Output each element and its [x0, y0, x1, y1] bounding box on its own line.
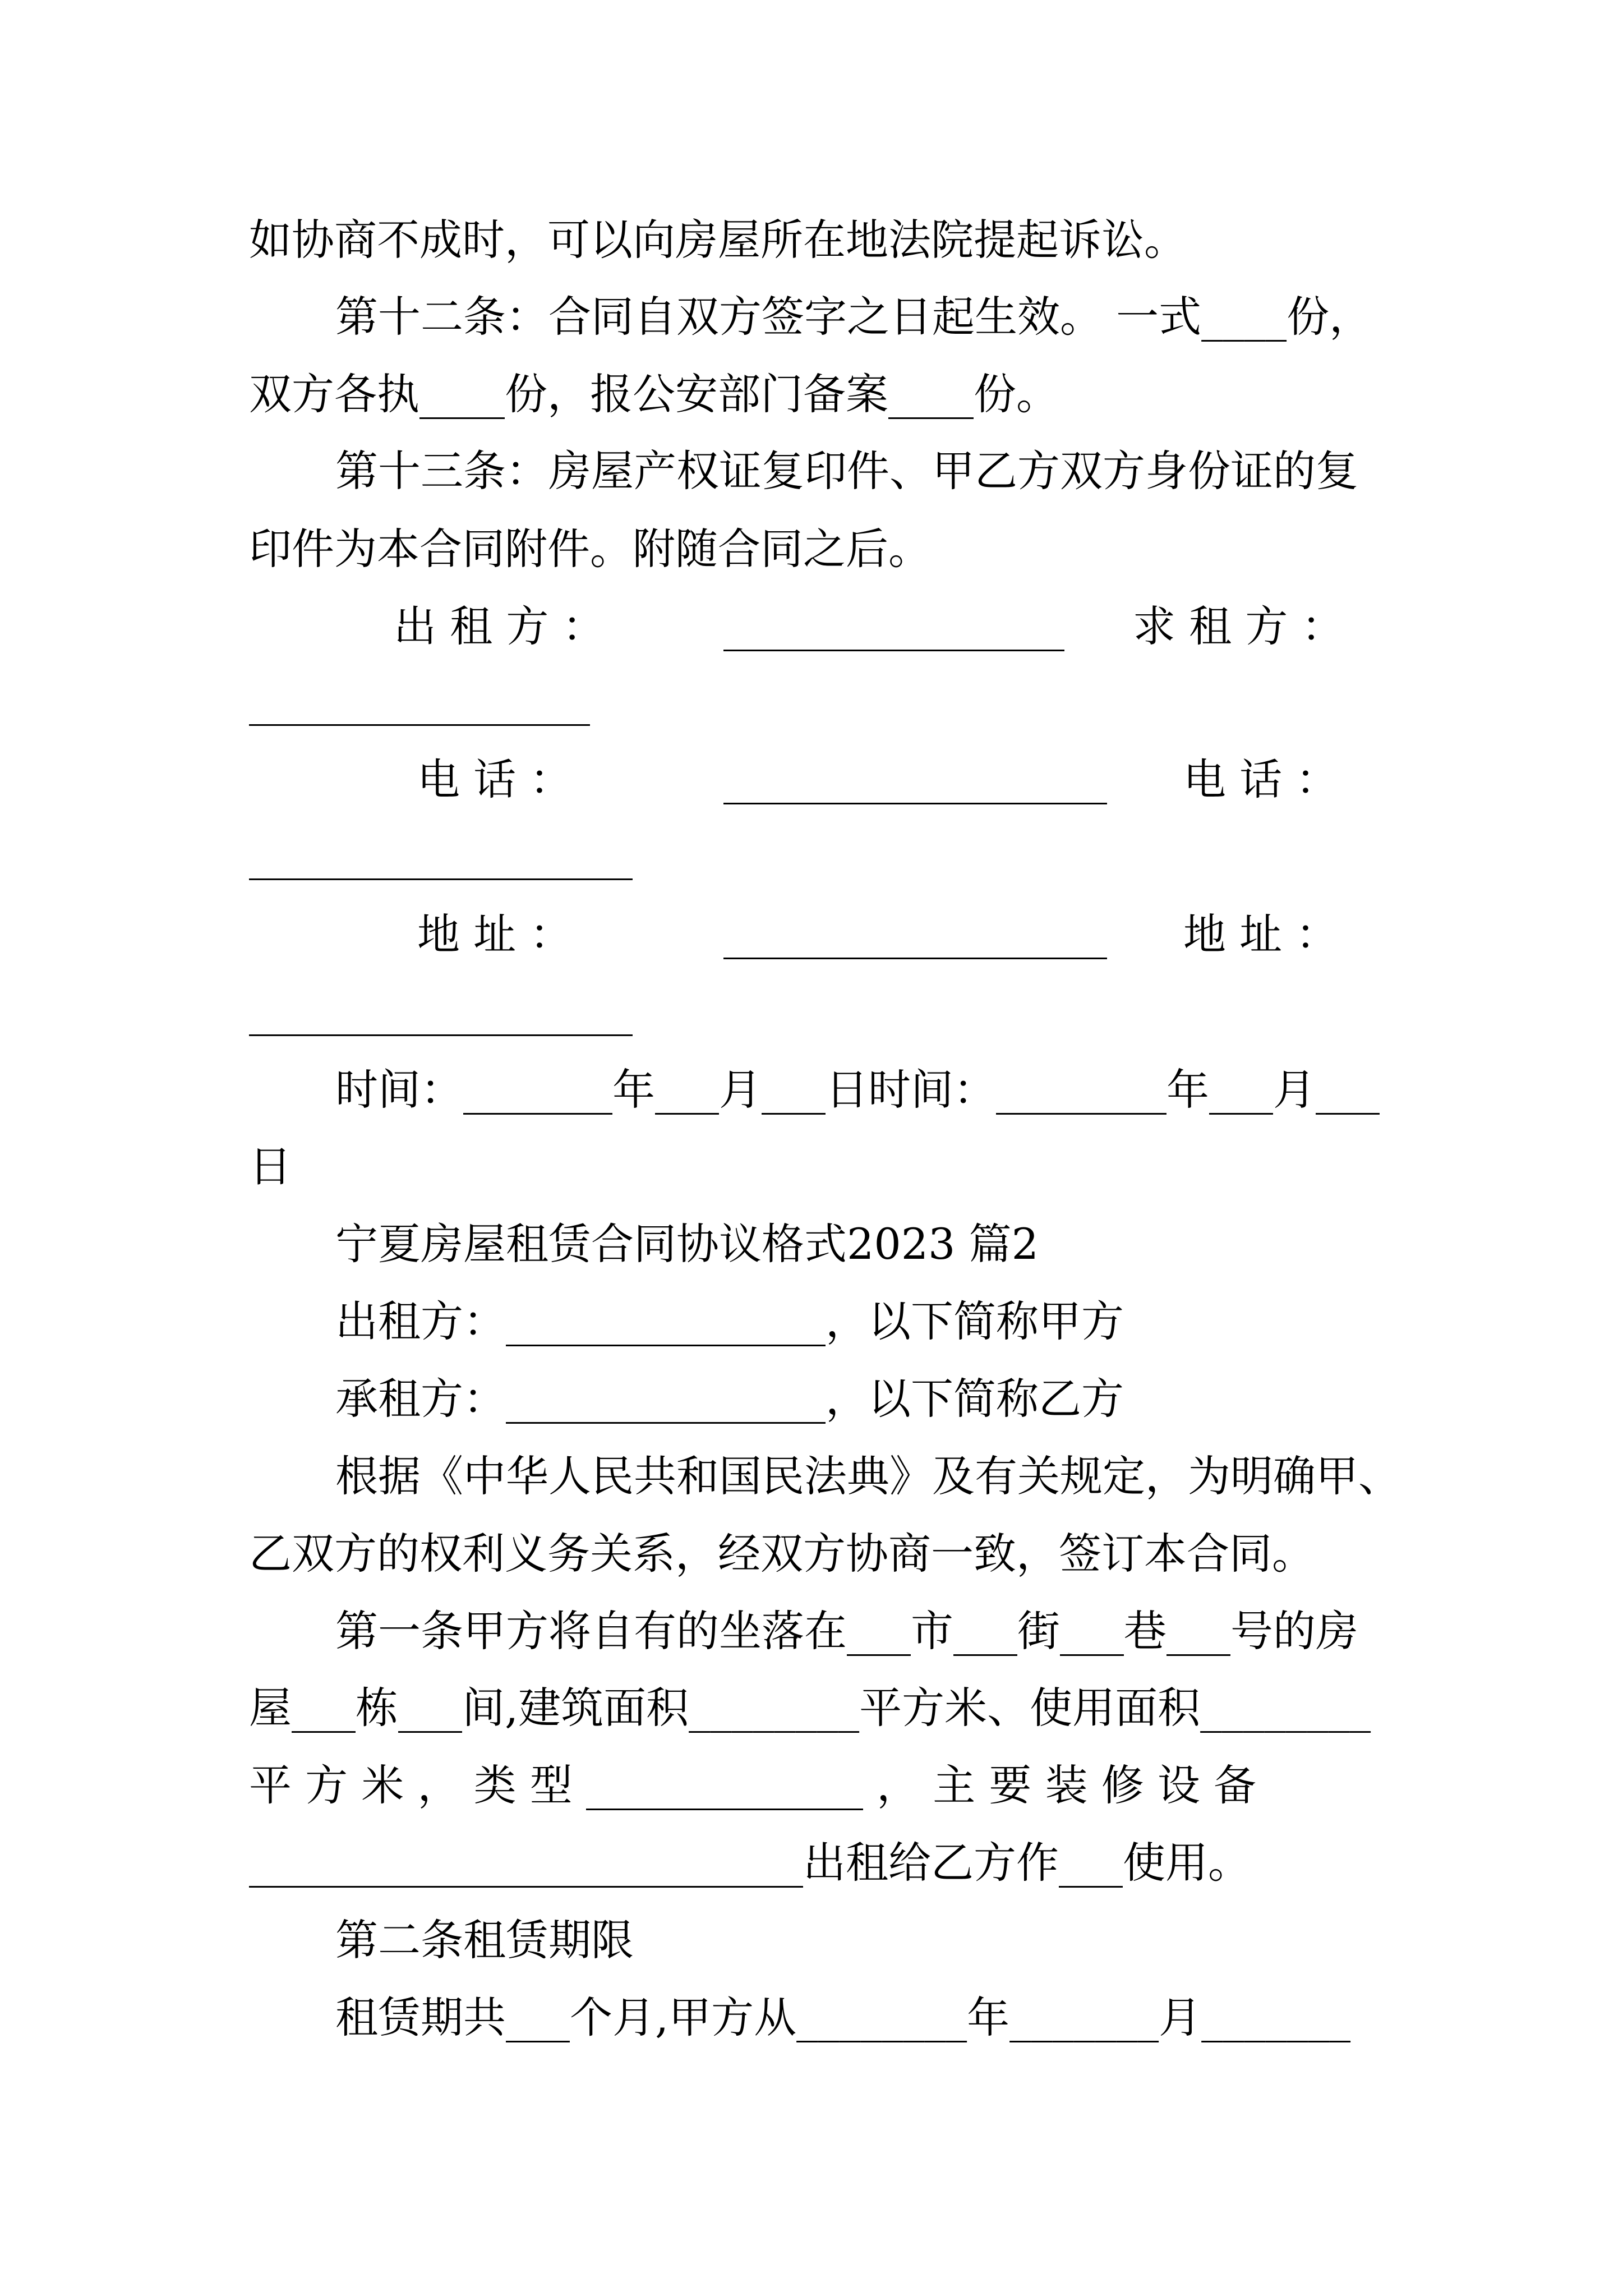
- text-line: 如协商不成时，可以向房屋所在地法院提起诉讼。: [249, 215, 1187, 265]
- address-label-lessor: 地 址 ：: [417, 909, 573, 959]
- address-blank-lessee: __________________: [249, 986, 633, 1036]
- text-line: __________________________出租给乙方作___使用。: [249, 1838, 1251, 1888]
- date-line: 时间：_______年___月___日时间：________年___月___: [335, 1065, 1380, 1115]
- signature-blank-lessor: ________________: [723, 601, 1064, 651]
- date-line-end: 日: [249, 1142, 292, 1191]
- signature-blank-lessee: ________________: [249, 676, 590, 726]
- text-line: 根据《中华人民共和国民法典》及有关规定，为明确甲、: [335, 1451, 1401, 1501]
- text-line: 屋___栋___间,建筑面积________平方米、使用面积________: [249, 1683, 1371, 1733]
- text-line: 第十三条：房屋产权证复印件、甲乙方双方身份证的复: [335, 446, 1358, 496]
- section-title: 宁夏房屋租赁合同协议格式2023 篇2: [335, 1219, 1039, 1269]
- signature-label-lessor: 出 租 方 ：: [394, 601, 605, 651]
- text-line: 印件为本合同附件。附随合同之后。: [249, 524, 931, 574]
- text-line: 租赁期共___个月,甲方从________年_______月_______: [335, 1993, 1351, 2042]
- signature-label-lessee: 求 租 方 ：: [1133, 601, 1344, 651]
- text-line: 第十二条：合同自双方签字之日起生效。 一式____份，: [335, 292, 1372, 342]
- text-line: 平 方 米 ， 类 型 _____________ ， 主 要 装 修 设 备: [249, 1760, 1257, 1810]
- text-line: 承租方：_______________，以下简称乙方: [335, 1374, 1124, 1424]
- address-blank-lessor: __________________: [723, 909, 1107, 959]
- article-heading: 第二条租赁期限: [335, 1915, 634, 1965]
- phone-label-lessor: 电 话 ：: [417, 754, 573, 804]
- address-label-lessee: 地 址 ：: [1183, 909, 1339, 959]
- phone-label-lessee: 电 话 ：: [1183, 754, 1339, 804]
- text-line: 双方各执____份，报公安部门备案____份。: [249, 369, 1059, 419]
- text-line: 乙双方的权利义务关系，经双方协商一致，签订本合同。: [249, 1529, 1315, 1579]
- text-line: 出租方：_______________，以下简称甲方: [335, 1296, 1124, 1346]
- phone-blank-lessor: __________________: [723, 754, 1107, 804]
- text-line: 第一条甲方将自有的坐落在___市___街___巷___号的房: [335, 1606, 1358, 1656]
- phone-blank-lessee: __________________: [249, 830, 633, 880]
